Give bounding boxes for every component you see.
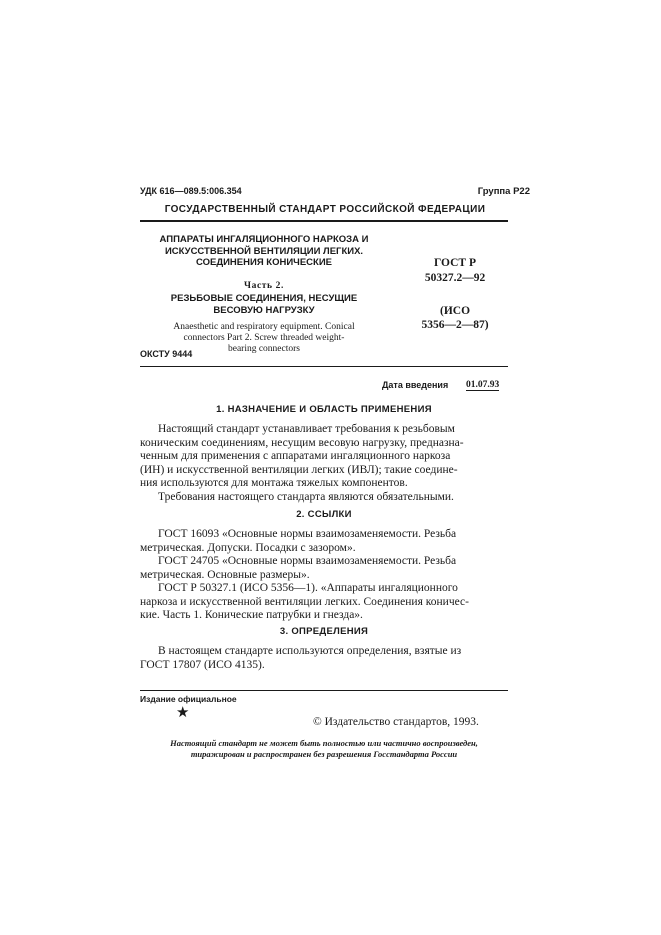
- oksty-code: ОКСТУ 9444: [140, 349, 193, 359]
- edition-label: Издание официальное: [140, 694, 237, 704]
- body-line: ГОСТ 17807 (ИСО 4135).: [140, 658, 265, 671]
- star-icon: ★: [176, 705, 190, 721]
- body-line: ГОСТ Р 50327.1 (ИСО 5356—1). «Аппараты ингаляционного: [158, 582, 458, 594]
- english-line: connectors Part 2. Screw threaded weight-: [183, 333, 345, 343]
- title-line: АППАРАТЫ ИНГАЛЯЦИОННОГО НАРКОЗА И: [159, 234, 369, 245]
- english-line: Anaesthetic and respiratory equipment. Conical: [173, 322, 355, 332]
- body-line: наркоза и искусственной вентиляции легких. Соединения коничес-: [140, 595, 469, 608]
- udk-code: УДК 616—089.5:006.354: [140, 186, 242, 196]
- body-line: ченным для применения с аппаратами ингаляционного наркоза: [140, 450, 451, 462]
- title-line: СОЕДИНЕНИЯ КОНИЧЕСКИЕ: [195, 257, 332, 268]
- subtitle-line: РЕЗЬБОВЫЕ СОЕДИНЕНИЯ, НЕСУЩИЕ: [170, 293, 358, 304]
- section-heading: 1. НАЗНАЧЕНИЕ И ОБЛАСТЬ ПРИМЕНЕНИЯ: [216, 404, 432, 415]
- state-standard-title: ГОСУДАРСТВЕННЫЙ СТАНДАРТ РОССИЙСКОЙ ФЕДЕРАЦИИ: [164, 204, 486, 215]
- title-block-rule: [140, 366, 508, 367]
- section-body: [140, 645, 508, 672]
- date-label: Дата введения: [382, 380, 449, 390]
- group-code: Группа Р22: [477, 186, 530, 197]
- english-line: bearing connectors: [227, 344, 300, 354]
- iso-number: [405, 304, 505, 332]
- document-title: [140, 234, 388, 269]
- gost-line: 50327.2—92: [424, 272, 486, 284]
- body-line: ГОСТ 24705 «Основные нормы взаимозаменяемости. Резьба: [158, 555, 457, 567]
- section-body: [140, 423, 508, 504]
- section-body: [140, 528, 508, 623]
- body-line: метрическая. Допуски. Посадки с зазором».: [140, 541, 356, 554]
- iso-line: 5356—2—87): [421, 319, 489, 331]
- part-label: Часть 2.: [244, 281, 284, 291]
- notice-line: Настоящий стандарт не может быть полностью или частично воспроизведен,: [170, 738, 478, 748]
- gost-number: [405, 256, 505, 286]
- body-line: ГОСТ 16093 «Основные нормы взаимозаменяемости. Резьба: [158, 528, 457, 540]
- footer-rule: [140, 690, 508, 691]
- body-line: В настоящем стандарте используются определения, взятые из: [158, 645, 462, 657]
- title-line: ИСКУССТВЕННОЙ ВЕНТИЛЯЦИИ ЛЕГКИХ.: [164, 245, 364, 257]
- header-rule: [140, 220, 508, 222]
- body-line: кие. Часть 1. Конические патрубки и гнезда».: [140, 609, 363, 621]
- reproduction-notice: [140, 738, 508, 760]
- gost-line: ГОСТ Р: [434, 257, 476, 269]
- body-line: ния используются для монтажа тяжелых компонентов.: [140, 477, 408, 489]
- document-subtitle: [140, 293, 388, 316]
- subtitle-line: ВЕСОВУЮ НАГРУЗКУ: [213, 304, 315, 316]
- section-heading: 2. ССЫЛКИ: [296, 509, 352, 520]
- body-line: метрическая. Основные размеры».: [140, 568, 310, 581]
- body-line: Требования настоящего стандарта являются обязательными.: [158, 490, 454, 503]
- iso-line: (ИСО: [439, 305, 471, 317]
- body-line: (ИН) и искусственной вентиляции легких (ИВЛ); такие соедине-: [140, 463, 458, 476]
- date-value: 01.07.93: [466, 380, 500, 390]
- body-line: коническим соединениям, несущим весовую нагрузку, предназна-: [140, 436, 464, 449]
- notice-line: тиражирован и распространен без разрешения Госстандарта России: [190, 749, 458, 759]
- copyright-notice: © Издательство стандартов, 1993.: [313, 716, 479, 728]
- body-line: Настоящий стандарт устанавливает требования к резьбовым: [158, 423, 455, 435]
- section-heading: 3. ОПРЕДЕЛЕНИЯ: [279, 626, 369, 637]
